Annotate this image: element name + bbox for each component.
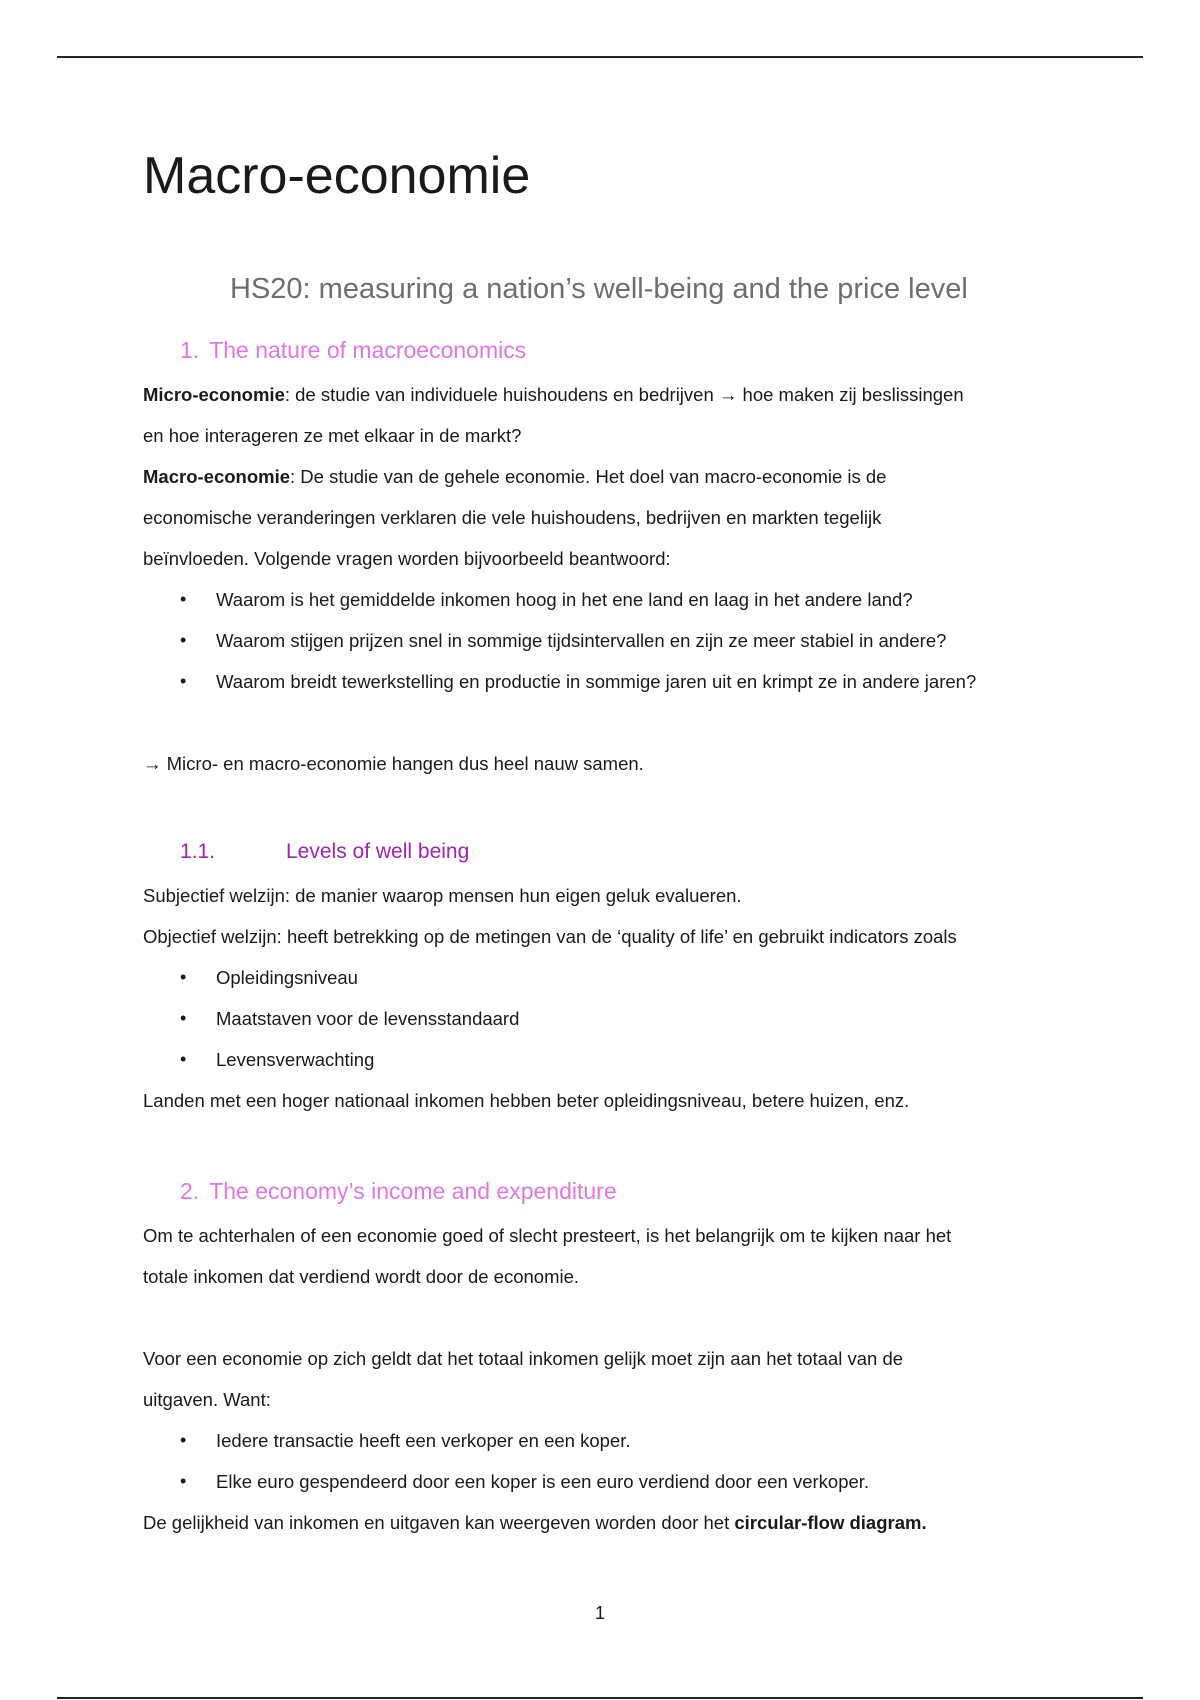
section-1-1-closing: Landen met een hoger nationaal inkomen hebben beter opleidingsniveau, betere huizen, enz. xyxy=(143,1090,910,1111)
section-1-heading xyxy=(180,337,526,364)
section-title: The nature of macroeconomics xyxy=(209,337,527,363)
section-2-paragraph-2: Voor een economie op zich geldt dat het totaal inkomen gelijk moet zijn aan het totaal van de xyxy=(143,1348,904,1369)
top-rule xyxy=(57,56,1143,58)
subjective-wellbeing: Subjectief welzijn: de manier waarop mensen hun eigen geluk evalueren. xyxy=(143,885,742,906)
list-item: • Maatstaven voor de levensstandaard xyxy=(143,998,519,1039)
section-2-paragraph-2-line2: uitgaven. Want: xyxy=(143,1389,271,1410)
micro-text: : de studie van individuele huishoudens en bedrijven → hoe maken zij beslissingen xyxy=(284,384,964,405)
list-item: • Levensverwachting xyxy=(143,1039,519,1080)
list-item: • Iedere transactie heeft een verkoper en een koper. xyxy=(143,1420,869,1461)
list-item: • Waarom breidt tewerkstelling en productie in sommige jaren uit en krimpt ze in andere jaren? xyxy=(143,661,1036,702)
indicators-list xyxy=(143,957,519,1080)
subsection-number: 1.1. xyxy=(180,840,216,863)
page-title: Macro-economie xyxy=(143,147,531,205)
section-2-paragraph-1-line2: totale inkomen dat verdiend wordt door de economie. xyxy=(143,1266,580,1287)
subsection-title: Levels of well being xyxy=(286,840,470,863)
objective-wellbeing: Objectief welzijn: heeft betrekking op de metingen van de ‘quality of life’ en gebruikt indicators zoals xyxy=(143,926,957,947)
macro-definition-line3: beïnvloeden. Volgende vragen worden bijvoorbeeld beantwoord: xyxy=(143,548,671,569)
macro-definition xyxy=(143,456,886,497)
section-2-paragraph-1: Om te achterhalen of een economie goed of slecht presteert, is het belangrijk om te kijken naar het xyxy=(143,1225,952,1246)
section-number: 2. xyxy=(180,1178,200,1204)
reasons-list xyxy=(143,1420,869,1502)
list-item: • Waarom stijgen prijzen snel in sommige tijdsintervallen en zijn ze meer stabiel in andere? xyxy=(143,620,1036,661)
micro-definition xyxy=(143,374,964,415)
list-item: • Waarom is het gemiddelde inkomen hoog in het ene land en laag in het andere land? xyxy=(143,579,1036,620)
macro-term: Macro-economie xyxy=(143,466,291,487)
section-2-heading xyxy=(180,1178,617,1205)
micro-term: Micro-economie xyxy=(143,384,285,405)
chapter-heading: HS20: measuring a nation’s well-being and the price level xyxy=(230,273,968,305)
questions-list xyxy=(143,579,1036,702)
list-item: • Elke euro gespendeerd door een koper is een euro verdiend door een verkoper. xyxy=(143,1461,869,1502)
section-1-conclusion: → Micro- en macro-economie hangen dus heel nauw samen. xyxy=(143,753,644,774)
micro-definition-line2: en hoe interageren ze met elkaar in de markt? xyxy=(143,425,522,446)
page-number: 1 xyxy=(594,1603,605,1623)
macro-definition-line2: economische veranderingen verklaren die vele huishoudens, bedrijven en markten tegelijk xyxy=(143,507,882,528)
list-item: • Opleidingsniveau xyxy=(143,957,519,998)
section-number: 1. xyxy=(180,337,200,363)
closing-text: De gelijkheid van inkomen en uitgaven kan weergeven worden door het xyxy=(143,1512,735,1533)
section-title: The economy’s income and expenditure xyxy=(209,1178,617,1204)
section-2-closing xyxy=(143,1502,927,1543)
bottom-rule xyxy=(57,1697,1143,1699)
section-1-1-heading xyxy=(180,840,469,864)
macro-text: : De studie van de gehele economie. Het doel van macro-economie is de xyxy=(290,466,887,487)
circular-flow-term: circular-flow diagram. xyxy=(734,1512,927,1533)
